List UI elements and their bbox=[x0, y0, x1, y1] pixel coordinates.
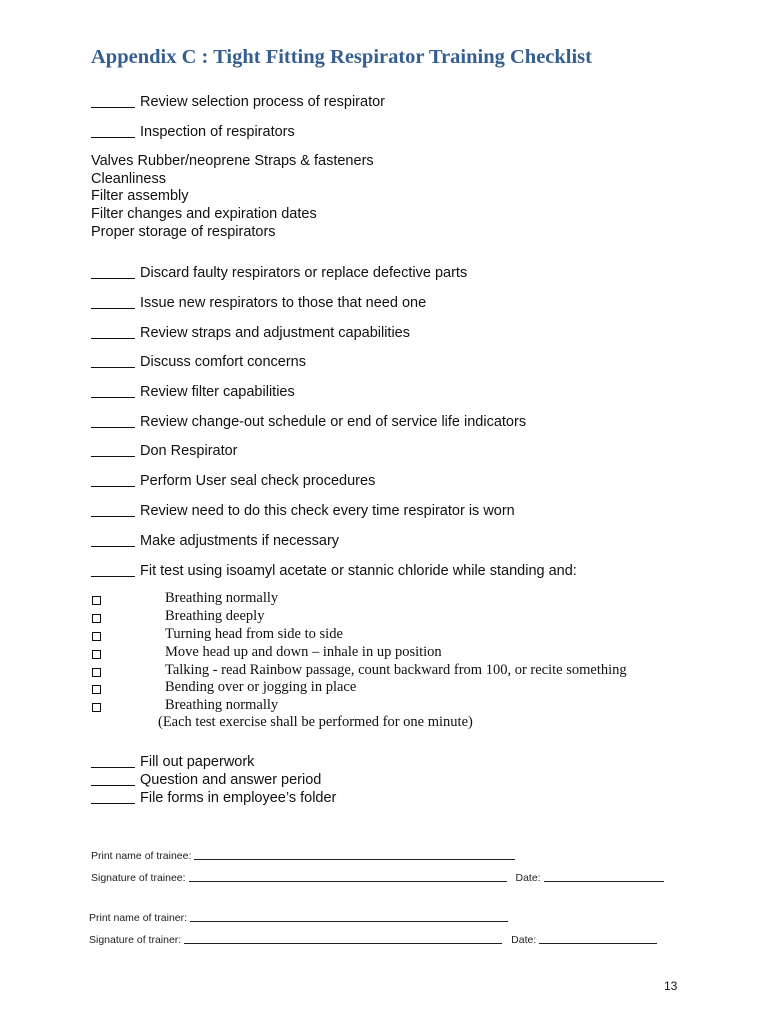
trainee-name-field[interactable] bbox=[194, 849, 515, 860]
checklist-item: Review change-out schedule or end of service life indicators bbox=[91, 413, 526, 430]
exercise-item: Move head up and down – inhale in up position bbox=[165, 644, 442, 660]
check-blank[interactable] bbox=[91, 123, 135, 138]
checklist-item: Perform User seal check procedures bbox=[91, 472, 375, 489]
checklist-item: Fill out paperwork bbox=[91, 753, 254, 770]
trainer-date-field[interactable] bbox=[539, 933, 657, 944]
checkbox[interactable] bbox=[92, 632, 101, 641]
check-blank[interactable] bbox=[91, 264, 135, 279]
checkbox[interactable] bbox=[92, 650, 101, 659]
trainee-signature-field[interactable] bbox=[189, 871, 507, 882]
trainer-signature-field[interactable] bbox=[184, 933, 502, 944]
trainer-name-field[interactable] bbox=[190, 911, 508, 922]
exercise-item: Talking - read Rainbow passage, count backward from 100, or recite something bbox=[165, 662, 627, 678]
exercise-note: (Each test exercise shall be performed for one minute) bbox=[158, 714, 473, 730]
page-title: Appendix C : Tight Fitting Respirator Training Checklist bbox=[91, 46, 592, 68]
checklist-item: Review filter capabilities bbox=[91, 383, 295, 400]
check-blank[interactable] bbox=[91, 294, 135, 309]
trainee-name-row: Print name of trainee: bbox=[91, 849, 515, 862]
check-blank[interactable] bbox=[91, 93, 135, 108]
checklist-item: Question and answer period bbox=[91, 771, 321, 788]
exercise-item: Turning head from side to side bbox=[165, 626, 343, 642]
checklist-item: Make adjustments if necessary bbox=[91, 532, 339, 549]
checklist-item: Discard faulty respirators or replace defective parts bbox=[91, 264, 467, 281]
check-blank[interactable] bbox=[91, 771, 135, 786]
check-blank[interactable] bbox=[91, 413, 135, 428]
checkbox[interactable] bbox=[92, 614, 101, 623]
trainee-date-field[interactable] bbox=[544, 871, 664, 882]
inspection-item: Valves Rubber/neoprene Straps & fasteners bbox=[91, 153, 374, 169]
checklist-item: Discuss comfort concerns bbox=[91, 353, 306, 370]
page-number: 13 bbox=[664, 979, 678, 993]
check-blank[interactable] bbox=[91, 383, 135, 398]
inspection-item: Proper storage of respirators bbox=[91, 223, 276, 240]
checklist-item: Review selection process of respirator bbox=[91, 93, 385, 110]
check-blank[interactable] bbox=[91, 324, 135, 339]
check-blank[interactable] bbox=[91, 442, 135, 457]
checkbox[interactable] bbox=[92, 668, 101, 677]
check-blank[interactable] bbox=[91, 353, 135, 368]
checklist-item: Review straps and adjustment capabilities bbox=[91, 324, 410, 341]
check-blank[interactable] bbox=[91, 532, 135, 547]
exercise-item: Breathing normally bbox=[165, 590, 279, 606]
checklist-item: Fit test using isoamyl acetate or stannic chloride while standing and: bbox=[91, 562, 577, 579]
check-blank[interactable] bbox=[91, 502, 135, 517]
inspection-item: Filter changes and expiration dates bbox=[91, 206, 317, 223]
checkbox[interactable] bbox=[92, 703, 101, 712]
checklist-item: File forms in employee’s folder bbox=[91, 789, 336, 806]
inspection-item: Filter assembly bbox=[91, 188, 189, 205]
check-blank[interactable] bbox=[91, 472, 135, 487]
checklist-item: Inspection of respirators bbox=[91, 123, 295, 140]
checkbox[interactable] bbox=[92, 685, 101, 694]
exercise-item: Breathing deeply bbox=[165, 608, 265, 624]
exercise-item: Breathing normally bbox=[165, 697, 279, 713]
checklist-item: Don Respirator bbox=[91, 442, 238, 459]
check-blank[interactable] bbox=[91, 789, 135, 804]
trainer-name-row: Print name of trainer: bbox=[89, 911, 508, 924]
trainee-signature-row: Signature of trainee: Date: bbox=[91, 871, 664, 884]
check-blank[interactable] bbox=[91, 562, 135, 577]
checkbox[interactable] bbox=[92, 596, 101, 605]
trainer-signature-row: Signature of trainer: Date: bbox=[89, 933, 657, 946]
exercise-item: Bending over or jogging in place bbox=[165, 679, 357, 695]
checklist-item: Issue new respirators to those that need one bbox=[91, 294, 426, 311]
inspection-item: Cleanliness bbox=[91, 170, 166, 187]
check-blank[interactable] bbox=[91, 753, 135, 768]
checklist-item: Review need to do this check every time respirator is worn bbox=[91, 502, 515, 519]
